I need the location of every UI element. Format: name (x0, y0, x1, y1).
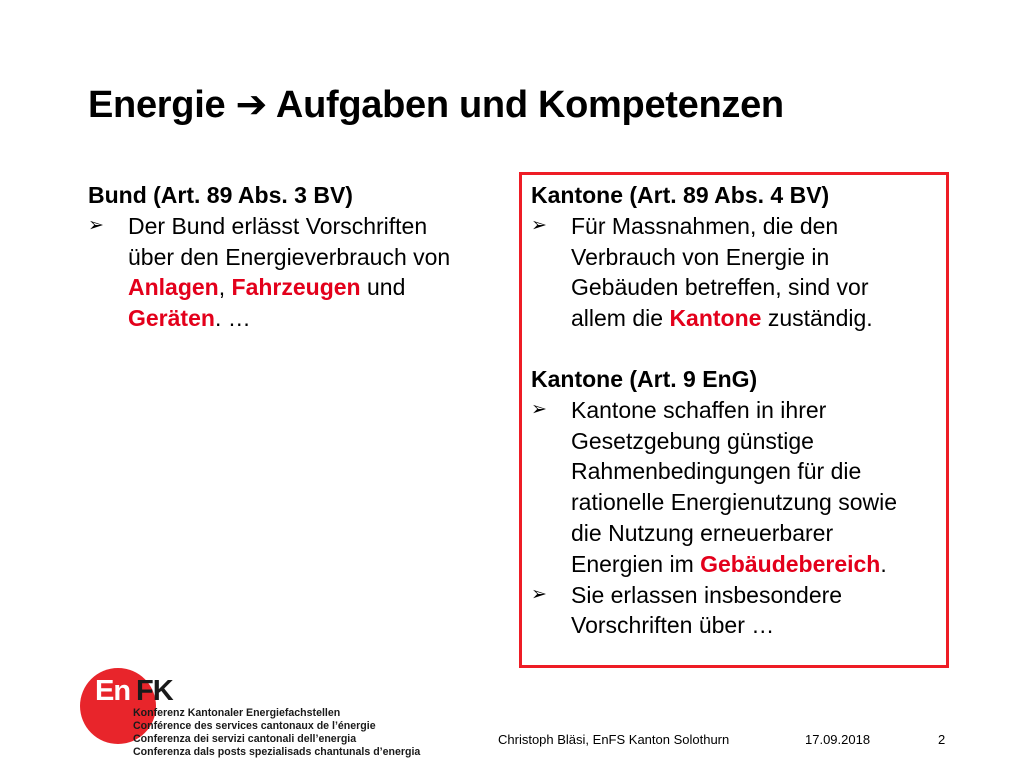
text-line: Gebäuden betreffen, sind vor (571, 274, 869, 301)
right-column-kantone-box (519, 172, 949, 668)
highlight-anlagen: Anlagen (128, 274, 219, 301)
highlight-fahrzeugen: Fahrzeugen (231, 274, 361, 301)
footer-date: 17.09.2018 (805, 732, 871, 747)
kantone-eng-bullet-2-text (571, 580, 842, 642)
text-line (128, 303, 450, 334)
kantone-bv-heading: Kantone (Art. 89 Abs. 4 BV) (531, 182, 830, 208)
logo-name-it: Conferenza dei servizi cantonali dell’energia (133, 733, 357, 745)
text-fragment: , (218, 274, 232, 301)
text-fragment: . … (214, 305, 251, 332)
text-line: Sie erlassen insbesondere (571, 581, 843, 608)
text-fragment: Energien im (571, 550, 701, 577)
bund-heading: Bund (Art. 89 Abs. 3 BV) (88, 182, 353, 208)
logo-fk-text: FK (136, 675, 173, 707)
footer-page-number: 2 (938, 732, 946, 747)
kantone-bv-bullet (531, 211, 946, 334)
footer-author: Christoph Bläsi, EnFS Kanton Solothurn (498, 732, 730, 747)
text-line: Verbrauch von Energie in (571, 243, 830, 270)
text-line (571, 549, 897, 580)
text-line: rationelle Energienutzung sowie (571, 489, 898, 516)
arrow-bullet-icon: ➢ (531, 214, 547, 236)
highlight-gebaeudebereich: Gebäudebereich (700, 550, 881, 577)
slide-title: Energie ➔ Aufgaben und Kompetenzen (88, 84, 784, 126)
text-line (128, 272, 450, 303)
logo-name-rm: Conferenza dals posts spezialisads chantunals d’energia (133, 746, 421, 758)
logo-organization-names (133, 707, 420, 759)
arrow-bullet-icon: ➢ (531, 398, 547, 420)
text-line: die Nutzung erneuerbarer (571, 519, 834, 546)
text-line: Rahmenbedingungen für die (571, 458, 862, 485)
kantone-eng-bullet-1-text (571, 395, 897, 580)
text-line: Für Massnahmen, die den (571, 212, 839, 239)
text-fragment: . (880, 550, 887, 577)
logo-name-fr: Conférence des services cantonaux de l’énergie (133, 720, 376, 732)
text-fragment: allem die (571, 305, 670, 332)
text-line: Vorschriften über … (571, 612, 775, 639)
section-spacer (531, 334, 946, 364)
text-line: Der Bund erlässt Vorschriften (128, 212, 428, 239)
arrow-bullet-icon: ➢ (88, 214, 104, 236)
text-line (571, 303, 873, 334)
text-line: Gesetzgebung günstige (571, 427, 814, 454)
left-column-bund (88, 180, 508, 334)
highlight-kantone: Kantone (669, 305, 762, 332)
text-fragment: und (360, 274, 406, 301)
kantone-eng-heading: Kantone (Art. 9 EnG) (531, 365, 758, 392)
arrow-bullet-icon: ➢ (531, 583, 547, 605)
highlight-geraeten: Geräten (128, 305, 215, 332)
bund-bullet-text (128, 211, 450, 334)
bund-bullet (88, 211, 508, 334)
kantone-bv-bullet-text (571, 211, 873, 334)
text-fragment: zuständig. (761, 305, 873, 332)
kantone-eng-bullet-2 (531, 580, 946, 642)
text-line: Kantone schaffen in ihrer (571, 396, 827, 423)
logo-en-text: En (95, 675, 131, 707)
logo-name-de: Konferenz Kantonaler Energiefachstellen (133, 707, 341, 719)
text-line: über den Energieverbrauch von (128, 243, 451, 270)
enfk-logo (76, 665, 436, 765)
kantone-eng-bullet-1 (531, 395, 946, 580)
